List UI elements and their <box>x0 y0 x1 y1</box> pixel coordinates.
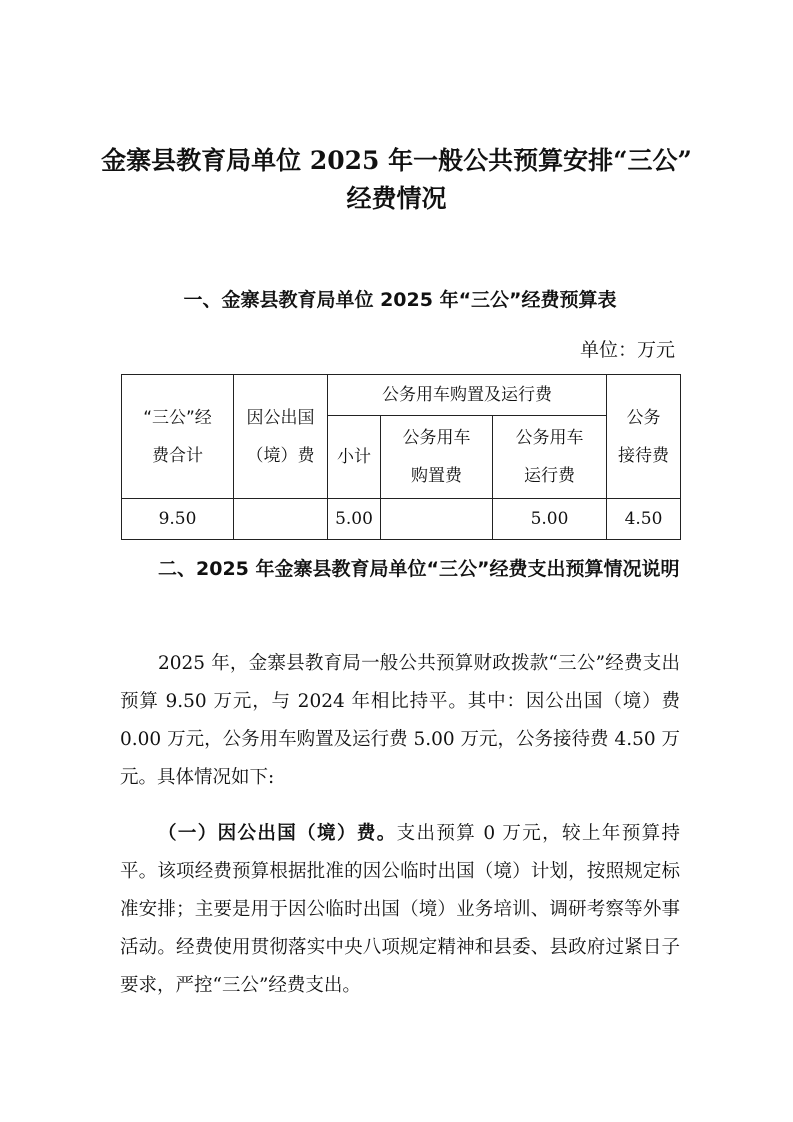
cell-total: 9.50 <box>122 499 234 540</box>
paragraph-summary: 2025 年，金寨县教育局一般公共预算财政拨款“三公”经费支出预算 9.50 万元，与 2024 年相比持平。其中：因公出国（境）费 0.00 万元，公务用车购置及运行费 5.00 万元，公务接待费 4.50 万元。具体情况如下: <box>120 653 680 788</box>
document-title <box>100 142 693 218</box>
cell-purchase <box>381 499 493 540</box>
cell-running: 5.00 <box>493 499 607 540</box>
table-header-row-1 <box>122 375 681 416</box>
header-vehicle: 公务用车购置及运行费 <box>328 375 607 416</box>
budget-table <box>121 374 681 540</box>
header-abroad <box>234 375 328 499</box>
document-title-line1: 金寨县教育局单位 2025 年一般公共预算安排“三公” <box>101 146 692 175</box>
header-total-line2: 费合计 <box>152 445 203 466</box>
header-running <box>493 416 607 499</box>
header-purchase <box>381 416 493 499</box>
header-reception-line2: 接待费 <box>618 445 669 466</box>
header-running-line1: 公务用车 <box>515 428 584 448</box>
paragraph-abroad <box>120 815 680 1005</box>
header-running-line2: 运行费 <box>524 466 575 486</box>
paragraph-abroad-heading: （一）因公出国（境）费。 <box>158 823 397 844</box>
header-total <box>122 375 234 499</box>
header-purchase-line1: 公务用车 <box>402 428 471 448</box>
header-abroad-line2: （境）费 <box>246 445 315 466</box>
section2-heading: 二、2025 年金寨县教育局单位“三公”经费支出预算情况说明 <box>158 558 680 580</box>
cell-abroad <box>234 499 328 540</box>
header-reception-line1: 公务 <box>626 407 661 428</box>
table-row <box>122 499 681 540</box>
unit-label: 单位：万元 <box>579 339 675 361</box>
paragraph-abroad-body: 支出预算 0 万元，较上年预算持平。该项经费预算根据批准的因公临时出国（境）计划，按照规定标准安排；主要是用于因公临时出国（境）业务培训、调研考察等外事活动。经费使用贯彻落实中央八项规定精神和县委、县政府过紧日子要求，严控“三公”经费支出。 <box>120 823 680 996</box>
header-reception <box>607 375 681 499</box>
cell-reception: 4.50 <box>607 499 681 540</box>
header-purchase-line2: 购置费 <box>411 466 462 486</box>
header-abroad-line1: 因公出国 <box>246 407 315 428</box>
document-title-line2: 经费情况 <box>346 184 447 213</box>
header-subtotal: 小计 <box>328 416 381 499</box>
cell-subtotal: 5.00 <box>328 499 381 540</box>
section1-heading: 一、金寨县教育局单位 2025 年“三公”经费预算表 <box>183 289 617 311</box>
header-total-line1: “三公”经 <box>143 407 212 428</box>
